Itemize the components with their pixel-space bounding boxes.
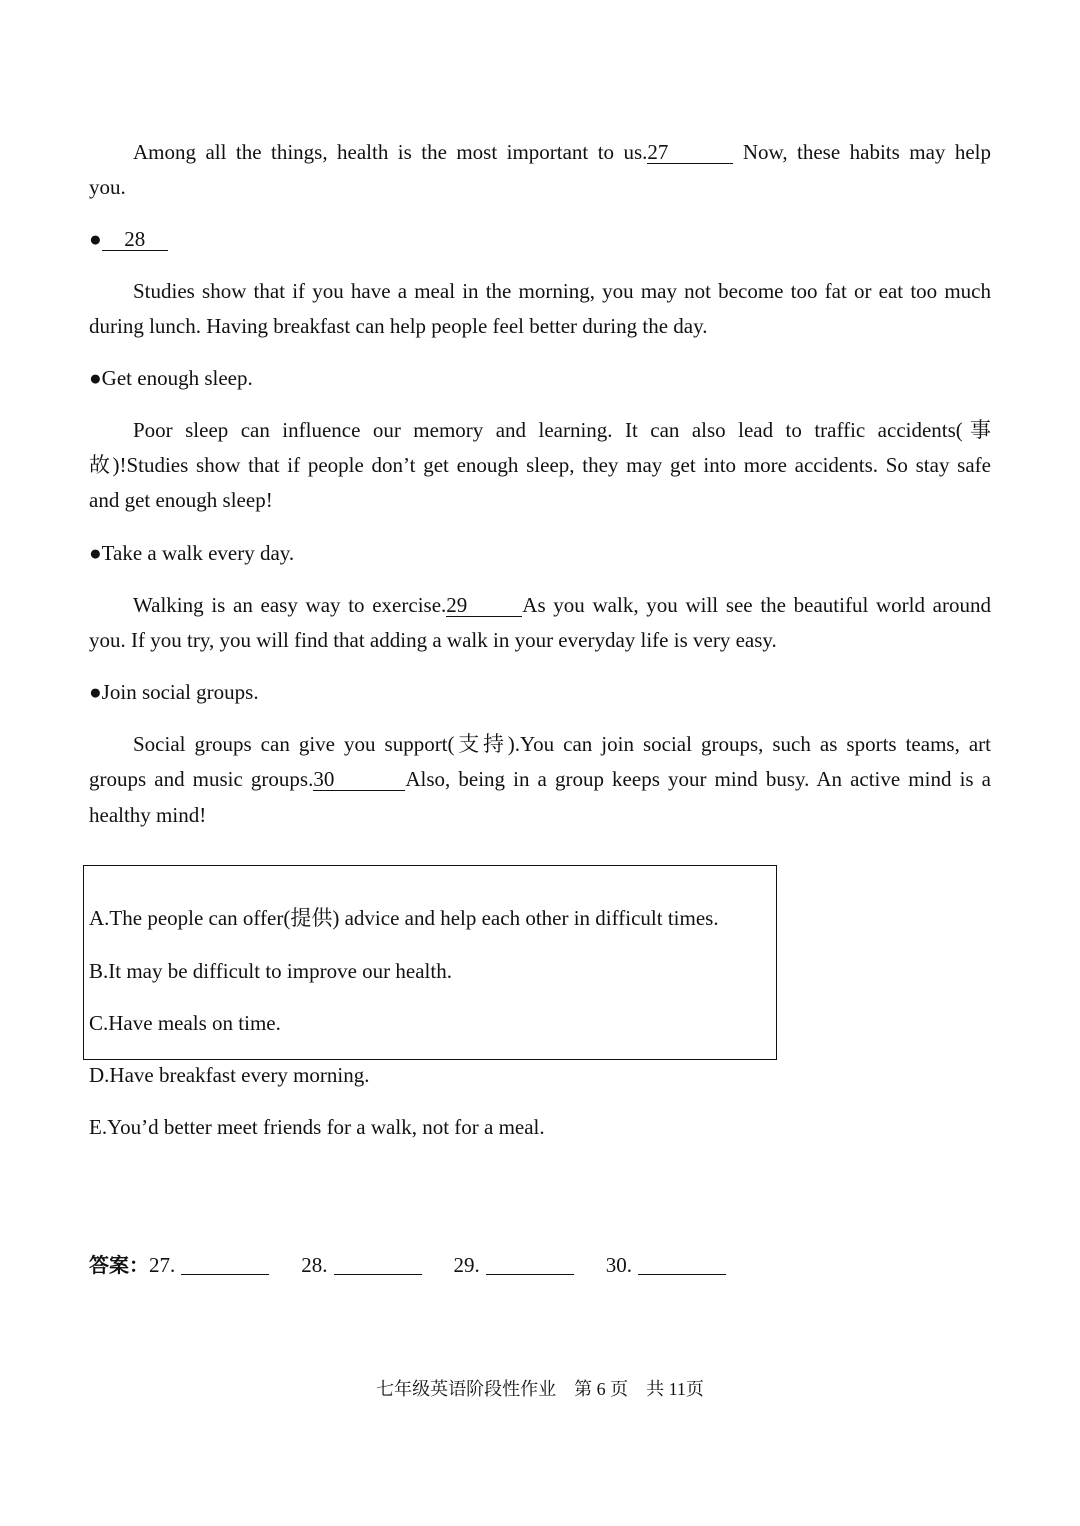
blank-29: 29 bbox=[446, 594, 522, 617]
option-d: D.Have breakfast every morning. bbox=[89, 1063, 370, 1087]
answer-30-blank[interactable] bbox=[638, 1250, 726, 1275]
answer-30-label: 30. bbox=[605, 1253, 632, 1277]
social-text-after: Also, being in a group keeps your mind busy. An active mind is a bbox=[405, 767, 991, 791]
intro-text: Among all the things, health is the most important to us. bbox=[133, 140, 648, 164]
walk-text-after: As you walk, you will see the beautiful world around bbox=[522, 593, 991, 617]
page-footer: 七年级英语阶段性作业 第 6 页 共 11页 bbox=[376, 1379, 704, 1399]
intro-text-after: Now, these habits may help bbox=[733, 140, 991, 164]
paragraph-sleep-line3: and get enough sleep! bbox=[89, 488, 273, 512]
paragraph-social-line1: Social groups can give you support(支持).You can join social groups, such as sports teams, art bbox=[133, 732, 991, 756]
option-c: C.Have meals on time. bbox=[89, 1011, 281, 1035]
paragraph-breakfast-line2: during lunch. Having breakfast can help people feel better during the day. bbox=[89, 314, 708, 338]
paragraph-intro-line1 bbox=[133, 135, 991, 170]
blank-28: 28 bbox=[102, 228, 168, 251]
paragraph-sleep-line1: Poor sleep can influence our memory and learning. It can also lead to traffic accidents(事 bbox=[133, 418, 991, 442]
answer-28-blank[interactable] bbox=[334, 1250, 422, 1275]
paragraph-walk-line2: you. If you try, you will find that adding a walk in your everyday life is very easy. bbox=[89, 628, 777, 652]
answer-label: 答案： bbox=[89, 1253, 149, 1277]
heading-sleep: ●Get enough sleep. bbox=[89, 366, 253, 390]
heading-social: ●Join social groups. bbox=[89, 680, 259, 704]
answer-27-blank[interactable] bbox=[181, 1250, 269, 1275]
answer-row bbox=[89, 1248, 726, 1283]
answer-27-label: 27. bbox=[149, 1253, 176, 1277]
answer-29-blank[interactable] bbox=[486, 1250, 574, 1275]
blank-30: 30 bbox=[313, 768, 405, 791]
option-b: B.It may be difficult to improve our health. bbox=[89, 959, 452, 983]
social-text: groups and music groups. bbox=[89, 767, 314, 791]
answer-28-label: 28. bbox=[301, 1253, 328, 1277]
heading-blank-28 bbox=[89, 222, 168, 257]
paragraph-social-line2 bbox=[89, 762, 991, 797]
paragraph-walk-line1 bbox=[133, 588, 991, 623]
paragraph-social-line3: healthy mind! bbox=[89, 803, 207, 827]
blank-27: 27 bbox=[647, 141, 733, 164]
answer-29-label: 29. bbox=[453, 1253, 480, 1277]
paragraph-sleep-line2: 故)!Studies show that if people don’t get enough sleep, they may get into more accidents. So stay safe bbox=[89, 453, 991, 477]
bullet-icon: ● bbox=[89, 227, 102, 251]
heading-walk: ●Take a walk every day. bbox=[89, 541, 295, 565]
option-a: A.The people can offer(提供) advice and help each other in difficult times. bbox=[89, 906, 719, 930]
paragraph-intro-line2: you. bbox=[89, 175, 126, 199]
walk-text: Walking is an easy way to exercise. bbox=[133, 593, 447, 617]
paragraph-breakfast-line1: Studies show that if you have a meal in the morning, you may not become too fat or eat too much bbox=[133, 279, 991, 303]
option-e: E.You’d better meet friends for a walk, not for a meal. bbox=[89, 1115, 545, 1139]
